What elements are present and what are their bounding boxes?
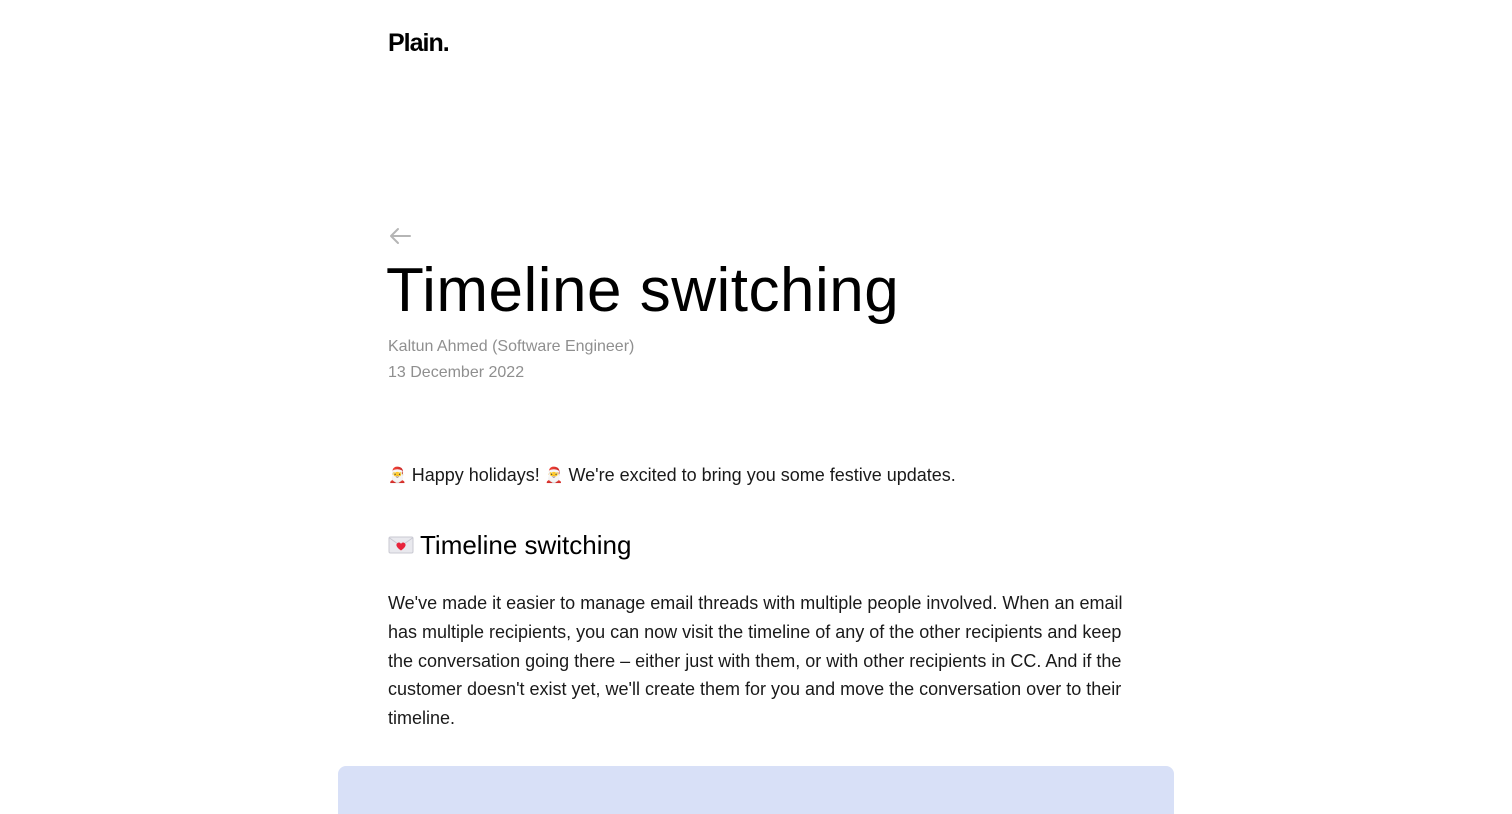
intro-paragraph [388,464,956,486]
page-title: Timeline switching [386,256,900,325]
section-heading [388,529,631,561]
section-body-paragraph: We've made it easier to manage email threads with multiple people involved. When an email has multiple recipients, you can now visit the timeline of any of the other recipients and keep the conversation going there – either just with them, or with other recipients in CC. And if the customer doesn't exist yet, we'll create them for you and move the conversation over to their timeline. [388,593,1123,729]
intro-text-message: We're excited to bring you some festive updates. [568,465,956,485]
plain-logo[interactable]: Plain. [388,29,449,57]
santa-emoji-icon: 🎅 [544,466,564,484]
santa-emoji-icon: 🎅 [388,466,407,484]
back-arrow-icon[interactable] [388,226,412,246]
section-heading-text: Timeline switching [420,530,632,560]
media-preview-card [338,766,1174,814]
love-letter-icon [388,535,414,555]
publish-date: 13 December 2022 [388,364,525,381]
author-name: Kaltun Ahmed (Software Engineer) [388,338,635,355]
intro-text-greeting: Happy holidays! [411,465,540,485]
